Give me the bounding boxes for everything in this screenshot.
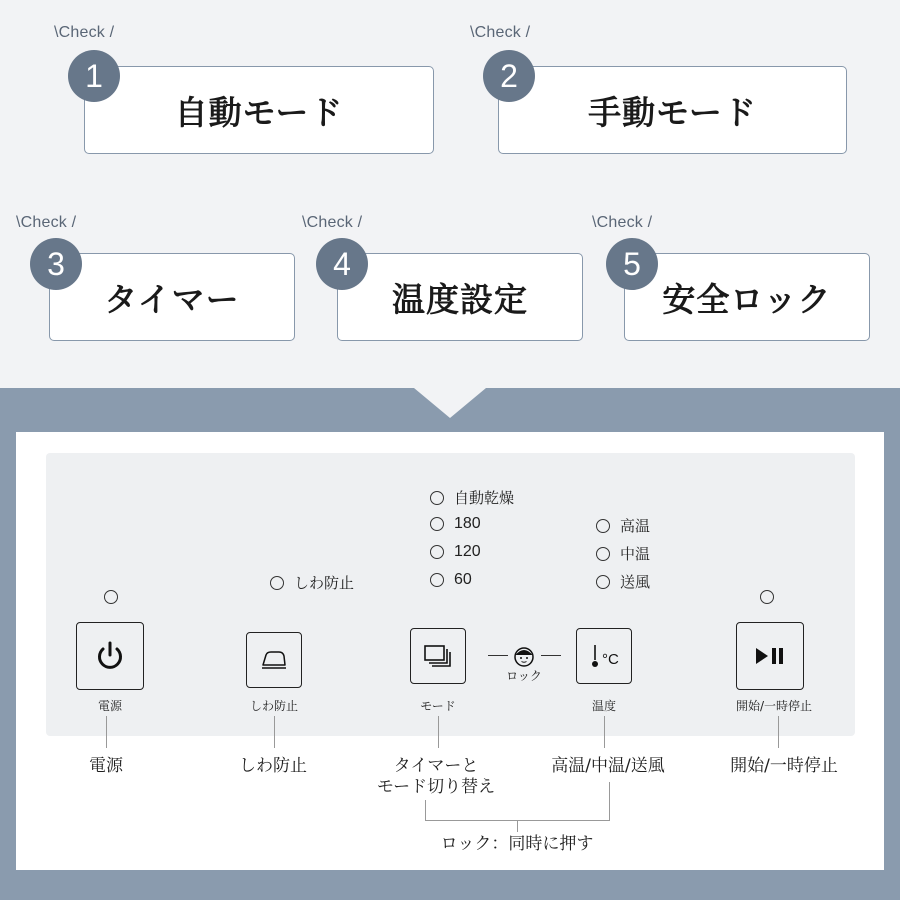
- feature-number-badge: 4: [316, 238, 368, 290]
- svg-text:°C: °C: [602, 651, 619, 668]
- start-led: [760, 590, 774, 604]
- iron-icon: [257, 647, 291, 673]
- led-indicator: [270, 576, 284, 590]
- callout-line: [778, 716, 779, 748]
- callout-timer-line2: モード切り替え: [376, 777, 496, 797]
- lock-bracket-stem: [517, 820, 518, 832]
- check-label: \Check /: [302, 214, 363, 231]
- indicator-label: 60: [454, 571, 472, 588]
- led-indicator: [596, 519, 610, 533]
- mode-layers-icon: [422, 643, 454, 669]
- lock-label: ロック: [506, 669, 542, 683]
- power-led: [104, 590, 118, 604]
- indicator-auto-dry: [430, 487, 514, 508]
- check-label: \Check /: [16, 214, 77, 231]
- temperature-button-label: 温度: [591, 699, 617, 713]
- callout-lock: ロック：同時に押す: [440, 834, 594, 854]
- lock-bracket-left: [425, 800, 426, 820]
- feature-label: 手動モード: [498, 66, 847, 154]
- feature-number-badge: 5: [606, 238, 658, 290]
- indicator-60: [430, 571, 472, 589]
- callout-line: [438, 716, 439, 748]
- power-icon: [93, 639, 127, 673]
- indicator-120: [430, 543, 481, 561]
- feature-number-badge: 2: [483, 50, 535, 102]
- power-button[interactable]: [76, 622, 144, 690]
- child-lock-icon: [512, 646, 536, 668]
- indicator-fan: [596, 571, 650, 592]
- check-label: \Check /: [470, 24, 531, 41]
- callout-wrinkle-guard: しわ防止: [239, 756, 307, 776]
- led-indicator: [596, 575, 610, 589]
- feature-label: 自動モード: [84, 66, 434, 154]
- feature-number-badge: 1: [68, 50, 120, 102]
- callout-timer-mode: [377, 756, 495, 798]
- play-pause-icon: [752, 644, 788, 668]
- feature-label: タイマー: [49, 253, 295, 341]
- indicator-high-temp: [596, 515, 650, 536]
- led-indicator: [596, 547, 610, 561]
- led-indicator: [430, 573, 444, 587]
- indicator-180: [430, 515, 481, 533]
- lock-bracket-right: [609, 782, 610, 820]
- led-indicator: [430, 545, 444, 559]
- callout-timer-line1: タイマーと: [393, 756, 479, 776]
- callout-power: 電源: [89, 756, 123, 776]
- feature-label: 温度設定: [337, 253, 583, 341]
- start-pause-button[interactable]: [736, 622, 804, 690]
- indicator-label: しわ防止: [294, 574, 355, 592]
- indicator-mid-temp: [596, 543, 650, 564]
- temperature-button[interactable]: [576, 628, 632, 684]
- callout-line: [604, 716, 605, 748]
- indicator-label: 高温: [620, 517, 651, 535]
- mode-button[interactable]: [410, 628, 466, 684]
- check-label: \Check /: [592, 214, 653, 231]
- indicator-label: 中温: [620, 545, 651, 563]
- callout-line: [274, 716, 275, 748]
- led-indicator: [430, 517, 444, 531]
- callout-start-pause: 開始/一時停止: [730, 756, 838, 776]
- indicator-label: 自動乾燥: [454, 489, 515, 507]
- feature-number-badge: 3: [30, 238, 82, 290]
- callout-line: [106, 716, 107, 748]
- check-label: \Check /: [54, 24, 115, 41]
- callout-temperature: 高温/中温/送風: [551, 756, 665, 776]
- wrinkle-guard-button[interactable]: [246, 632, 302, 688]
- thermometer-icon: [586, 641, 622, 671]
- indicator-label: 送風: [620, 573, 651, 591]
- start-pause-button-label: 開始/一時停止: [735, 699, 813, 713]
- feature-label: 安全ロック: [624, 253, 870, 341]
- mode-button-label: モード: [420, 699, 456, 713]
- wrinkle-guard-button-label: しわ防止: [249, 699, 299, 713]
- lock-connector-left: [488, 655, 508, 656]
- lock-connector-right: [541, 655, 561, 656]
- indicator-label: 180: [454, 515, 481, 532]
- indicator-wrinkle-guard: [270, 572, 354, 593]
- indicator-label: 120: [454, 543, 481, 560]
- power-button-label: 電源: [97, 699, 123, 713]
- led-indicator: [430, 491, 444, 505]
- pointer-notch: [414, 388, 486, 418]
